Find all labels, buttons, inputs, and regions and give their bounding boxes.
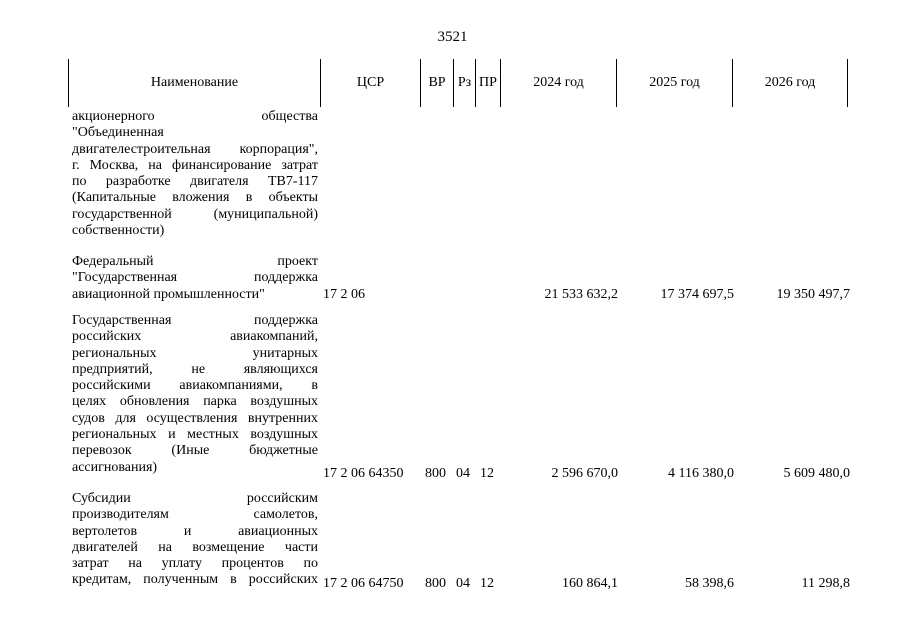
row-pr: 12 — [480, 466, 494, 481]
row-csr: 17 2 06 64350 — [323, 466, 404, 481]
header-2025: 2025 год — [616, 59, 732, 107]
header-vr: ВР — [420, 59, 453, 107]
row-2025: 4 116 380,0 — [668, 466, 734, 481]
row-name: акционерного общества "Объединенная двигателестроительная корпорация", г. Москва, на финансирование затрат по разработке двигателя ТВ7-117 (Капитальные вложения в объекты государственной (муниципальной) собственности) — [72, 109, 318, 239]
row-2026: 5 609 480,0 — [783, 466, 850, 481]
row-2024: 21 533 632,2 — [544, 287, 618, 302]
header-pr: ПР — [475, 59, 500, 107]
row-rz: 04 — [456, 576, 470, 591]
row-2025: 58 398,6 — [685, 576, 734, 591]
row-rz: 04 — [456, 466, 470, 481]
header-2026: 2026 год — [732, 59, 848, 107]
row-vr: 800 — [425, 576, 446, 591]
row-pr: 12 — [480, 576, 494, 591]
row-2026: 11 298,8 — [801, 576, 850, 591]
row-csr: 17 2 06 — [323, 287, 365, 302]
page-number: 3521 — [437, 29, 468, 45]
row-csr: 17 2 06 64750 — [323, 576, 404, 591]
row-2024: 160 864,1 — [562, 576, 618, 591]
header-csr: ЦСР — [320, 59, 420, 107]
row-2026: 19 350 497,7 — [776, 287, 850, 302]
row-name: Субсидии российским производителям самолетов, вертолетов и авиационных двигателей на возмещение части затрат на уплату процентов по кредитам, полученным в российских — [72, 491, 318, 588]
row-2025: 17 374 697,5 — [660, 287, 734, 302]
header-name: Наименование — [68, 59, 320, 107]
row-vr: 800 — [425, 466, 446, 481]
header-2024: 2024 год — [500, 59, 616, 107]
row-name: Федеральный проект "Государственная поддержка авиационной промышленности" — [72, 254, 318, 302]
row-2024: 2 596 670,0 — [551, 466, 618, 481]
row-name: Государственная поддержка российских авиакомпаний, региональных унитарных предприятий, не являющихся российскими авиакомпаниями, в целях обновления парка воздушных судов для осуществления внутренних региональных и местных воздушных перевозок (Иные бюджетные ассигнования) — [72, 313, 318, 475]
header-rz: Рз — [453, 59, 475, 107]
